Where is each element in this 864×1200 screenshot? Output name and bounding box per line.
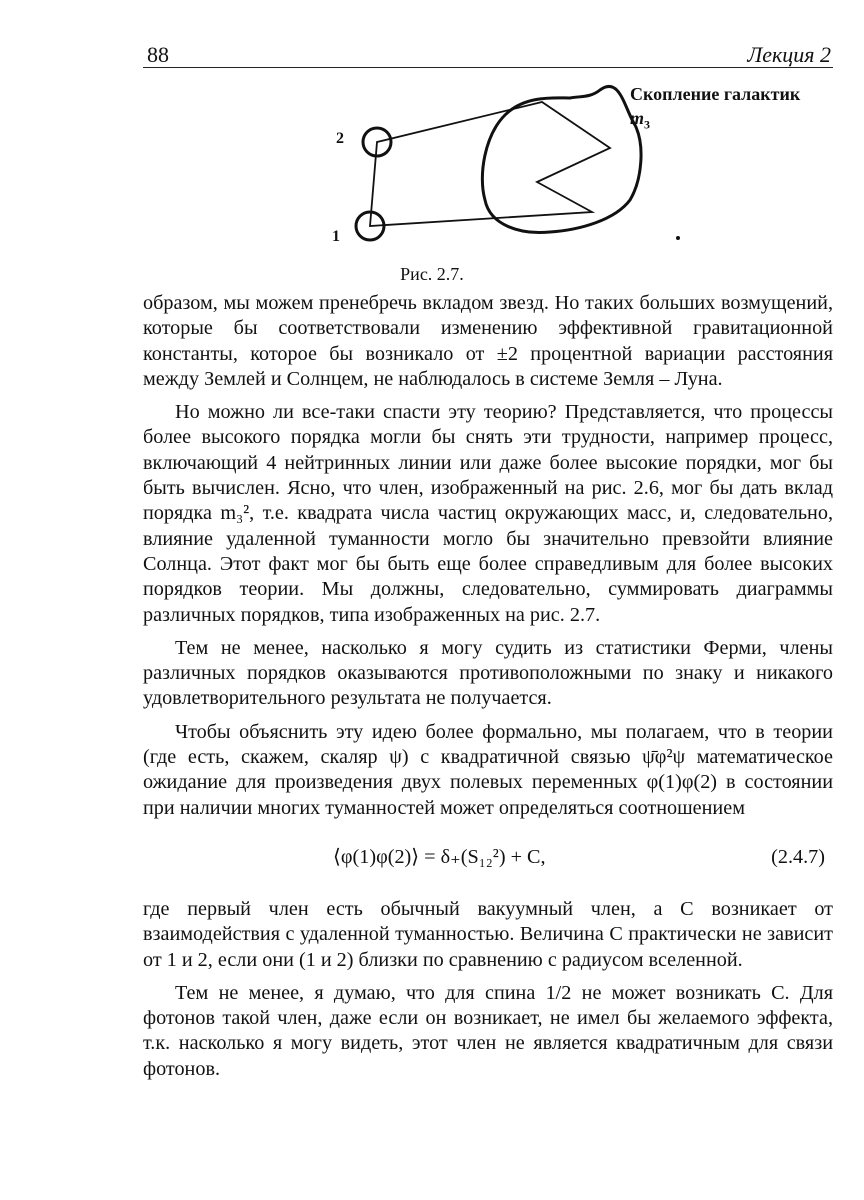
running-title: Лекция 2 bbox=[747, 42, 831, 67]
point-2-label: 2 bbox=[336, 130, 344, 147]
equation-formula: ⟨φ(1)φ(2)⟩ = δ₊(S₁₂²) + C, bbox=[333, 845, 546, 868]
mass-subscript: 3 bbox=[644, 117, 651, 132]
mass-symbol: m bbox=[630, 108, 645, 128]
spacer bbox=[143, 712, 833, 720]
paragraph-6: Тем не менее, я думаю, что для спина 1/2 не может возникать C. Для фотонов такой член, даже если он возникает, не имел бы желаемого эффекта, т.к. насколько я могу видеть, этот член не является квадратичным для связи фотонов. bbox=[143, 981, 833, 1080]
spacer bbox=[143, 973, 833, 981]
paragraph-1: образом, мы можем пренебречь вкладом звезд. Но таких больших возмущений, которые бы соответствовали изменению эффективной гравитационной константы, которое бы возникало от ±2 процентной вариации расстояния между Землей и Солнцем, не наблюдалось в системе Земля – Луна. bbox=[143, 292, 833, 390]
figure-2-7 bbox=[300, 70, 860, 260]
cluster-label: Скопление галактик bbox=[630, 84, 801, 104]
equation-2-4-7 bbox=[143, 825, 833, 891]
loop-line bbox=[370, 102, 610, 226]
spacer bbox=[143, 628, 833, 636]
spacer bbox=[143, 392, 833, 400]
body-text bbox=[143, 291, 833, 1082]
paragraph-5: где первый член есть обычный вакуумный член, а C возникает от взаимодействия с удаленной туманностью. Величина C практически не зависит от 1 и 2, если они (1 и 2) близки по сравнению с радиусом вселенной. bbox=[143, 897, 833, 971]
figure-caption: Рис. 2.7. bbox=[400, 264, 464, 284]
mass-label bbox=[630, 108, 650, 133]
paragraph-2: Но можно ли все-таки спасти эту теорию? Представляется, что процессы более высокого порядка могли бы снять эти трудности, например процесс, включающий 4 нейтринных линии или даже более высокие порядки, мог бы быть вычислен. Ясно, что член, изображенный на рис. 2.6, мог бы дать вклад порядка m₃², т.е. квадрата числа частиц окружающих масс, и, следовательно, влияние удаленной туманности могло бы значительно превзойти влияние Солнца. Этот факт мог бы быть еще более справедливым для более высоких порядков теории. Мы должны, следовательно, суммировать диаграммы различных порядков, типа изображенных на рис. 2.7. bbox=[143, 401, 833, 626]
dot-mark bbox=[676, 236, 680, 240]
point-1-label: 1 bbox=[332, 228, 340, 245]
page-header bbox=[143, 38, 833, 68]
page-number: 88 bbox=[147, 42, 169, 67]
galaxy-cluster-outline bbox=[482, 86, 641, 232]
equation-number: (2.4.7) bbox=[771, 845, 825, 868]
paragraph-3: Тем не менее, насколько я могу судить из статистики Ферми, члены различных порядков оказываются противоположными по знаку и никакого удовлетворительного результата не получается. bbox=[143, 636, 833, 710]
header-rule bbox=[143, 67, 833, 68]
paragraph-4: Чтобы объяснить эту идею более формально, мы полагаем, что в теории (где есть, скажем, скаляр ψ) с квадратичной связью ψ̄φ²ψ математическое ожидание для произведения двух полевых переменных φ(1)φ(2) в состоянии при наличии многих туманностей может определяться соотношением bbox=[143, 720, 833, 819]
